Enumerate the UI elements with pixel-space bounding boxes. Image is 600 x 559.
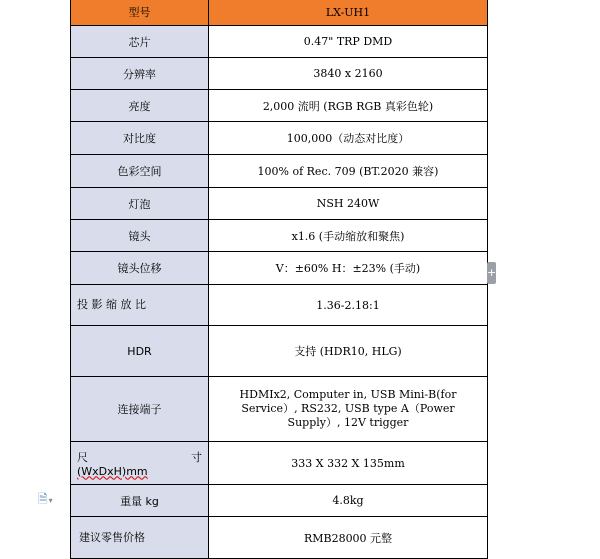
row-value: 3840 x 2160 [209, 58, 488, 90]
table-header-row [71, 0, 488, 26]
document-icon[interactable] [38, 490, 58, 506]
row-value: 2,000 流明 (RGB RGB 真彩色轮) [209, 90, 488, 122]
table-row [71, 485, 488, 517]
row-value: 100,000（动态对比度） [209, 122, 488, 155]
row-key: 灯泡 [71, 188, 209, 220]
row-key: 镜头 [71, 220, 209, 252]
row-key-text: 投 影 缩 放 比 [77, 298, 146, 311]
resize-handle[interactable]: + [487, 262, 496, 284]
row-value: 0.47" TRP DMD [209, 26, 488, 58]
table-row [71, 442, 488, 485]
row-key: 对比度 [71, 122, 209, 155]
table-row [71, 188, 488, 220]
table-row [71, 285, 488, 326]
spec-table [70, 0, 488, 559]
header-value: LX-UH1 [209, 0, 488, 26]
row-key-text: 建议零售价格 [79, 530, 145, 544]
row-value: 4.8kg [209, 485, 488, 517]
row-key: 重量 kg [71, 485, 209, 517]
row-key-wrapped [71, 517, 209, 559]
table-row [71, 155, 488, 188]
row-key: 分辨率 [71, 58, 209, 90]
table-row [71, 90, 488, 122]
row-value: V：±60% H：±23% (手动) [209, 252, 488, 285]
row-key: 亮度 [71, 90, 209, 122]
table-row [71, 377, 488, 442]
row-value: 1.36-2.18:1 [209, 285, 488, 326]
row-value: x1.6 (手动缩放和聚焦) [209, 220, 488, 252]
row-value: 支持 (HDR10, HLG) [209, 326, 488, 377]
table-row [71, 326, 488, 377]
row-value: 100% of Rec. 709 (BT.2020 兼容) [209, 155, 488, 188]
row-key: 连接端子 [71, 377, 209, 442]
table-row [71, 252, 488, 285]
row-key: 色彩空间 [71, 155, 209, 188]
row-value: RMB28000 元整 [209, 517, 488, 559]
row-key-line1: 尺 寸 [77, 450, 202, 464]
row-key-size [71, 442, 209, 485]
row-key-line2: (WxDxH)mm [77, 464, 148, 478]
table-row [71, 26, 488, 58]
row-key: HDR [71, 326, 209, 377]
row-key: 芯片 [71, 26, 209, 58]
row-key-wrapped [71, 285, 209, 326]
row-key: 镜头位移 [71, 252, 209, 285]
row-value: 333 X 332 X 135mm [209, 442, 488, 485]
table-row [71, 220, 488, 252]
row-value: NSH 240W [209, 188, 488, 220]
table-row [71, 58, 488, 90]
document-glyph-icon: 🗎 [38, 492, 48, 506]
header-key: 型号 [71, 0, 209, 26]
table-row [71, 517, 488, 559]
table-row [71, 122, 488, 155]
row-value: HDMIx2, Computer in, USB Mini-B(for Service）, RS232, USB type A（Power Supply）, 12V trigger [209, 377, 488, 442]
dropdown-arrow-icon: ▾ [48, 496, 53, 505]
